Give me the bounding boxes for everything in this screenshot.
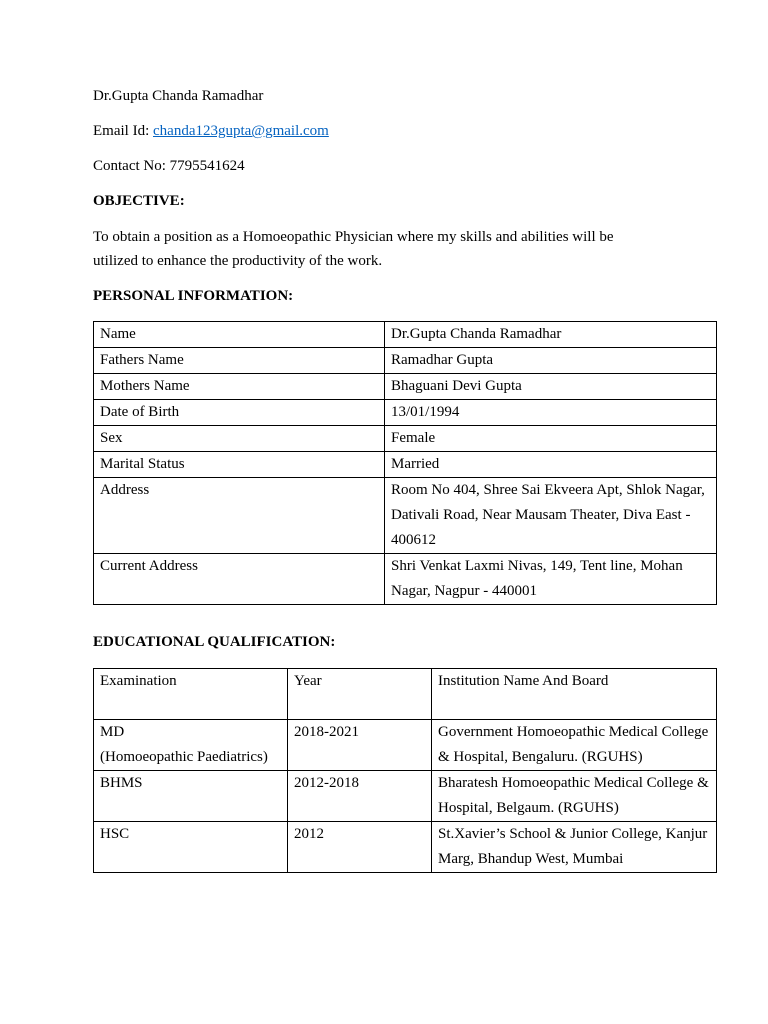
objective-text-line-1: To obtain a position as a Homoeopathic Physician where my skills and abilities will be <box>93 229 614 245</box>
education-year: 2012-2018 <box>288 771 432 822</box>
contact-line: Contact No: 7795541624 <box>93 158 245 174</box>
personal-value-fathers-name: Ramadhar Gupta <box>385 348 717 374</box>
table-row <box>94 822 717 873</box>
personal-label-fathers-name: Fathers Name <box>94 348 385 374</box>
education-year: 2018-2021 <box>288 720 432 771</box>
education-institution: Bharatesh Homoeopathic Medical College & Hospital, Belgaum. (RGUHS) <box>432 771 717 822</box>
education-year: 2012 <box>288 822 432 873</box>
email-link[interactable]: chanda123gupta@gmail.com <box>153 123 329 139</box>
education-exam: MD (Homoeopathic Paediatrics) <box>94 720 288 771</box>
table-header-row <box>94 669 717 720</box>
column-header-institution: Institution Name And Board <box>432 669 717 720</box>
table-row <box>94 322 717 348</box>
personal-label-dob: Date of Birth <box>94 400 385 426</box>
education-institution: Government Homoeopathic Medical College & Hospital, Bengaluru. (RGUHS) <box>432 720 717 771</box>
table-row <box>94 720 717 771</box>
personal-value-name: Dr.Gupta Chanda Ramadhar <box>385 322 717 348</box>
personal-label-mothers-name: Mothers Name <box>94 374 385 400</box>
objective-heading: OBJECTIVE: <box>93 193 185 209</box>
personal-info-table <box>93 321 717 605</box>
personal-label-sex: Sex <box>94 426 385 452</box>
personal-label-current-address: Current Address <box>94 554 385 605</box>
table-row <box>94 426 717 452</box>
personal-value-current-address: Shri Venkat Laxmi Nivas, 149, Tent line, Mohan Nagar, Nagpur - 440001 <box>385 554 717 605</box>
table-row <box>94 400 717 426</box>
candidate-name: Dr.Gupta Chanda Ramadhar <box>93 88 264 104</box>
table-row <box>94 478 717 554</box>
objective-text-line-2: utilized to enhance the productivity of the work. <box>93 253 383 269</box>
personal-info-heading: PERSONAL INFORMATION: <box>93 288 294 304</box>
education-exam: BHMS <box>94 771 288 822</box>
education-institution: St.Xavier’s School & Junior College, Kanjur Marg, Bhandup West, Mumbai <box>432 822 717 873</box>
column-header-year: Year <box>288 669 432 720</box>
education-table <box>93 668 717 873</box>
column-header-examination: Examination <box>94 669 288 720</box>
personal-value-mothers-name: Bhaguani Devi Gupta <box>385 374 717 400</box>
personal-value-address: Room No 404, Shree Sai Ekveera Apt, Shlok Nagar, Dativali Road, Near Mausam Theater, Diva East - 400612 <box>385 478 717 554</box>
email-label: Email Id: <box>93 123 153 139</box>
education-heading: EDUCATIONAL QUALIFICATION: <box>93 634 336 650</box>
personal-value-dob: 13/01/1994 <box>385 400 717 426</box>
table-row <box>94 348 717 374</box>
table-row <box>94 554 717 605</box>
personal-value-marital-status: Married <box>385 452 717 478</box>
table-row <box>94 374 717 400</box>
table-row <box>94 452 717 478</box>
personal-label-address: Address <box>94 478 385 554</box>
personal-value-sex: Female <box>385 426 717 452</box>
table-row <box>94 771 717 822</box>
email-line <box>93 119 329 144</box>
personal-label-marital-status: Marital Status <box>94 452 385 478</box>
education-exam: HSC <box>94 822 288 873</box>
personal-label-name: Name <box>94 322 385 348</box>
